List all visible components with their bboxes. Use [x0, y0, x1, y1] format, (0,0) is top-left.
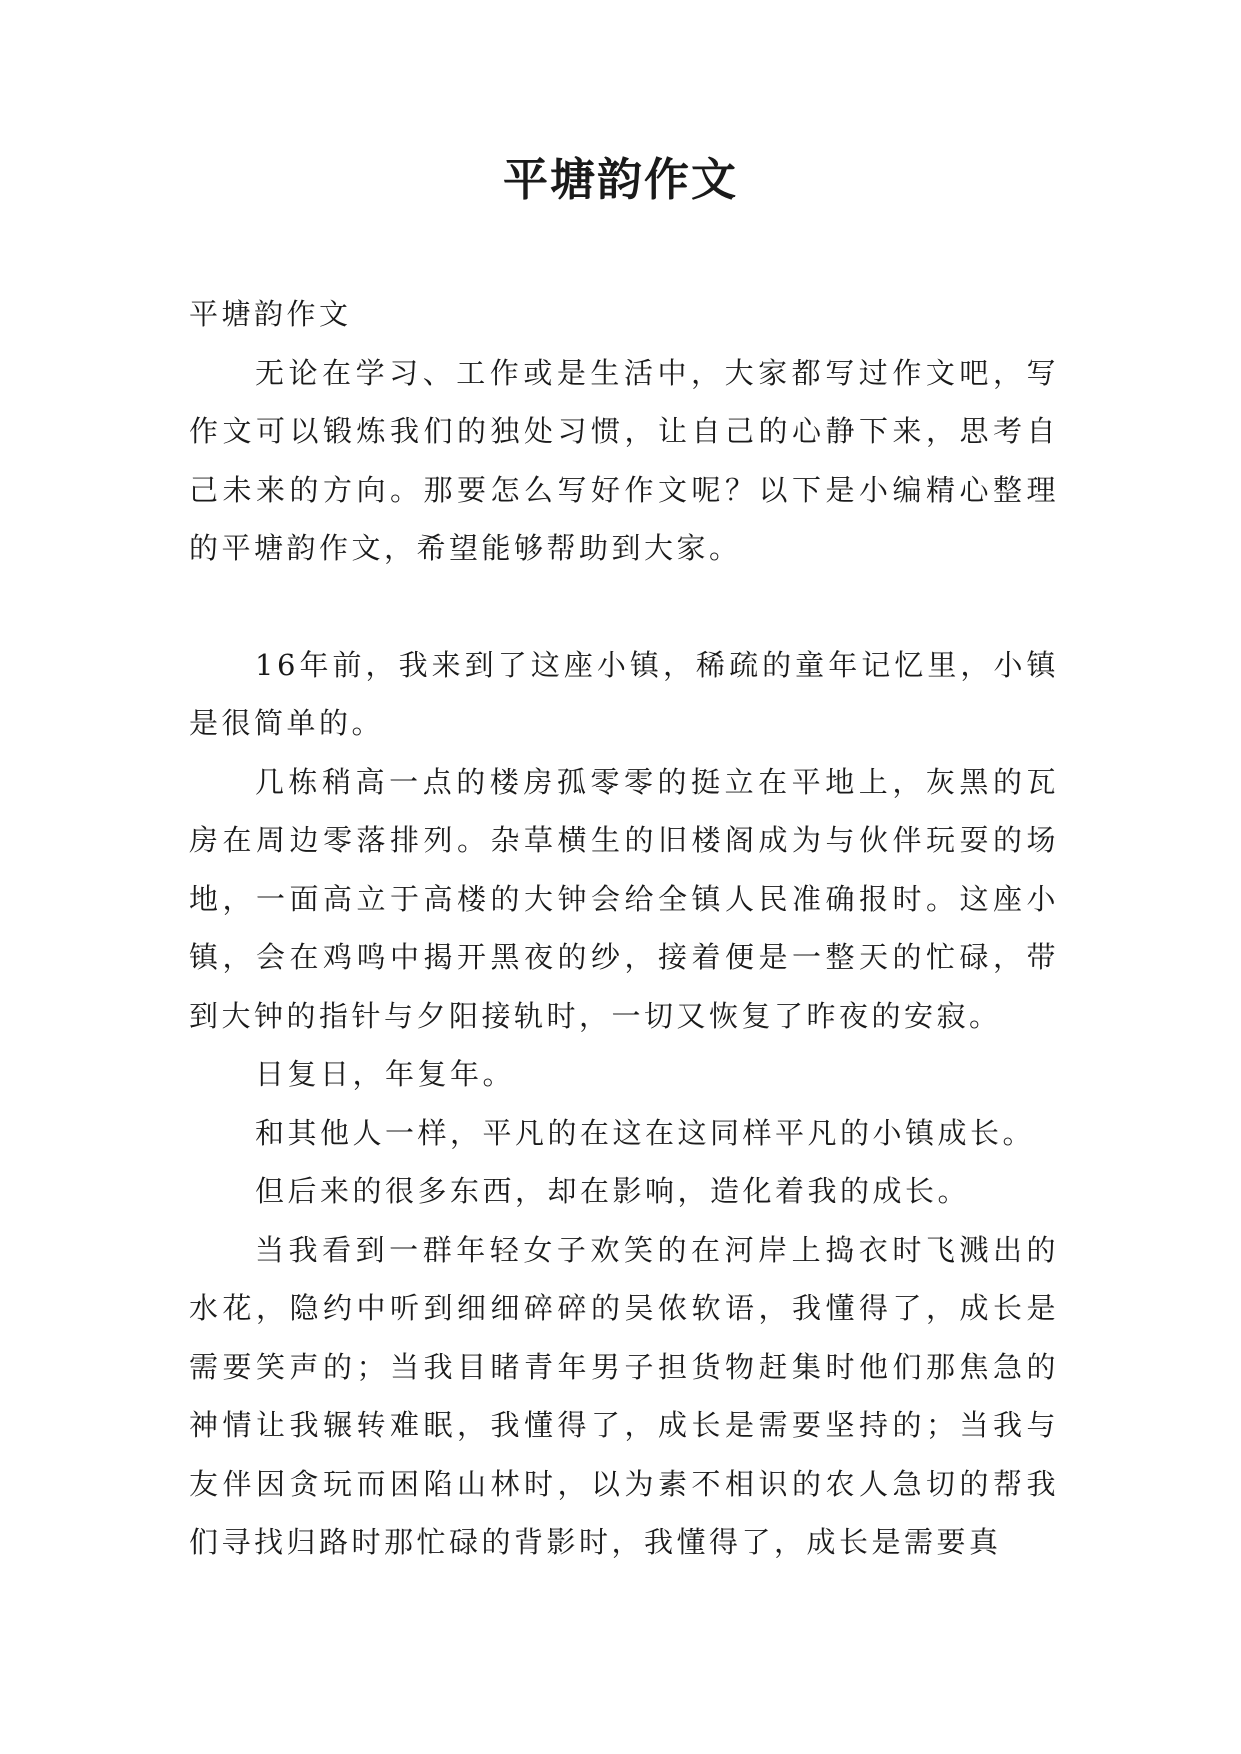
body-paragraph: 几栋稍高一点的楼房孤零零的挺立在平地上，灰黑的瓦房在周边零落排列。杂草横生的旧楼阁成为与伙伴玩耍的场地，一面高立于高楼的大钟会给全镇人民准确报时。这座小镇，会在鸡鸣中揭开黑夜的纱，接着便是一整天的忙碌，带到大钟的指针与夕阳接轨时，一切又恢复了昨夜的安寂。: [189, 764, 1059, 1033]
document-body: [189, 285, 1059, 1572]
body-paragraph: 无论在学习、工作或是生活中，大家都写过作文吧，写作文可以锻炼我们的独处习惯，让自己的心静下来，思考自己未来的方向。那要怎么写好作文呢？以下是小编精心整理的平塘韵作文，希望能够帮助到大家。: [189, 355, 1059, 565]
body-paragraph: 日复日，年复年。: [255, 1057, 516, 1091]
document-title: 平塘韵作文: [502, 153, 738, 206]
body-paragraph: 16年前，我来到了这座小镇，稀疏的童年记忆里，小镇是很简单的。: [189, 647, 1059, 740]
body-paragraph: 当我看到一群年轻女子欢笑的在河岸上捣衣时飞溅出的水花，隐约中听到细细碎碎的吴侬软语，我懂得了，成长是需要笑声的；当我目睹青年男子担货物赶集时他们那焦急的神情让我辗转难眠，我懂得了，成长是需要坚持的；当我与友伴因贪玩而困陷山林时，以为素不相识的农人急切的帮我们寻找归路时那忙碌的背影时，我懂得了，成长是需要真: [189, 1232, 1059, 1559]
body-paragraph-heading: 平塘韵作文: [189, 297, 352, 331]
body-paragraph: 但后来的很多东西，却在影响，造化着我的成长。: [255, 1174, 971, 1208]
body-paragraph: 和其他人一样，平凡的在这在这同样平凡的小镇成长。: [255, 1115, 1036, 1150]
